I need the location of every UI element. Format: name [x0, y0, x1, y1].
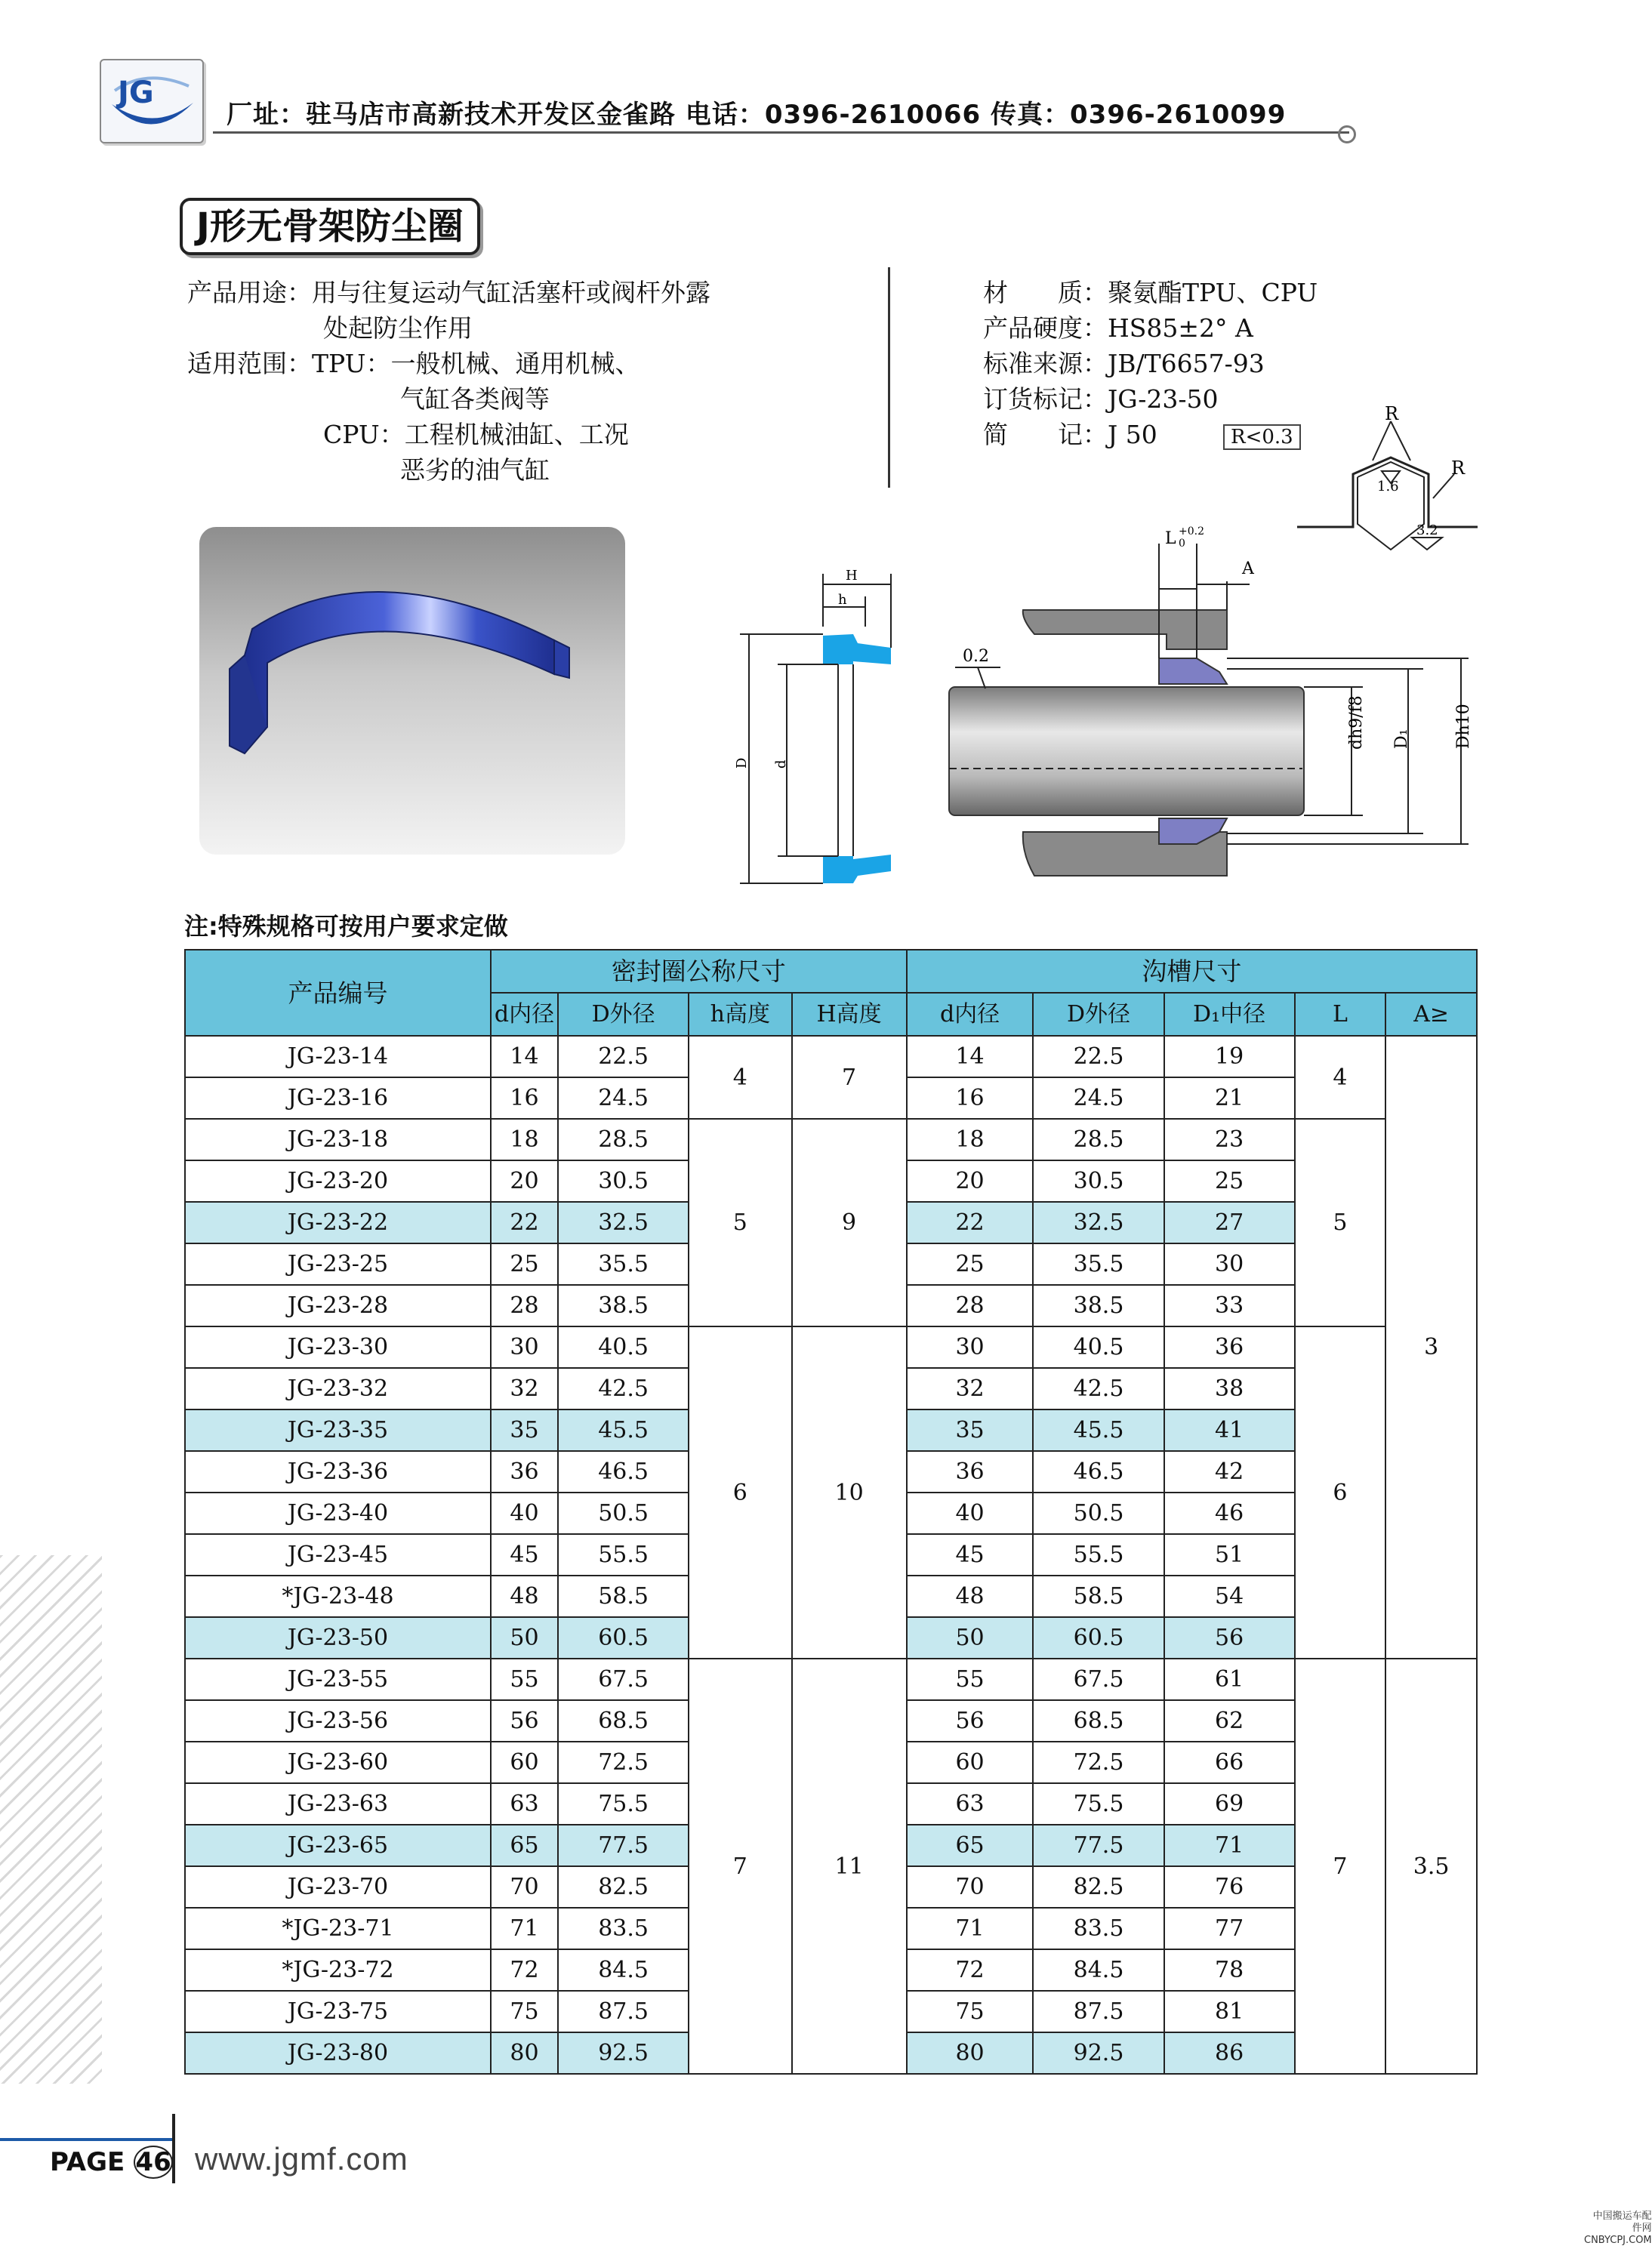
- corner-roughness-2: 3.2: [1416, 522, 1438, 538]
- section-H-label: H: [846, 568, 858, 584]
- chamfer-label: 0.2: [963, 647, 989, 666]
- groove-d-cell: 60: [907, 1742, 1034, 1783]
- product-code-cell: JG-23-22: [185, 1202, 491, 1243]
- height-h-cell: 6: [689, 1326, 791, 1659]
- product-code-cell: JG-23-70: [185, 1866, 491, 1908]
- product-code-cell: JG-23-56: [185, 1700, 491, 1742]
- groove-d-cell: 71: [907, 1908, 1034, 1949]
- product-code-cell: JG-23-75: [185, 1991, 491, 2032]
- groove-d-cell: 25: [907, 1243, 1034, 1285]
- tpu-line2: 气缸各类阀等: [400, 384, 550, 414]
- groove-D-cell: 92.5: [1033, 2032, 1163, 2074]
- short-row: [983, 417, 1157, 452]
- groove-D1-cell: 27: [1164, 1202, 1295, 1243]
- cpu-row: [323, 417, 629, 452]
- groove-d-cell: 14: [907, 1036, 1034, 1077]
- groove-d-cell: 28: [907, 1285, 1034, 1326]
- header-groove-A: A≥: [1385, 993, 1477, 1036]
- groove-D-cell: 38.5: [1033, 1285, 1163, 1326]
- inner-d-cell: 18: [491, 1119, 558, 1160]
- order-label: 订货标记：: [983, 384, 1108, 414]
- product-code-cell: JG-23-20: [185, 1160, 491, 1202]
- corner-watermark: [1584, 2210, 1652, 2247]
- inner-d-cell: 22: [491, 1202, 558, 1243]
- groove-D1-cell: 33: [1164, 1285, 1295, 1326]
- groove-D-cell: 72.5: [1033, 1742, 1163, 1783]
- product-code-cell: JG-23-40: [185, 1493, 491, 1534]
- product-code-cell: *JG-23-72: [185, 1949, 491, 1991]
- groove-L-tolerance-upper: +0.2: [1179, 525, 1204, 538]
- groove-D-cell: 68.5: [1033, 1700, 1163, 1742]
- groove-D-cell: 46.5: [1033, 1451, 1163, 1493]
- inner-d-cell: 40: [491, 1493, 558, 1534]
- groove-D-cell: 87.5: [1033, 1991, 1163, 2032]
- footer-accent-bar: [0, 2138, 175, 2141]
- cpu-label: CPU：: [323, 420, 405, 449]
- groove-D1-cell: 54: [1164, 1576, 1295, 1617]
- page-indicator: [50, 2146, 173, 2179]
- groove-D-cell: 77.5: [1033, 1825, 1163, 1866]
- column-divider: [888, 267, 890, 488]
- groove-d-cell: 48: [907, 1576, 1034, 1617]
- standard-row: [983, 346, 1265, 381]
- groove-D1-cell: 23: [1164, 1119, 1295, 1160]
- groove-A-cell: 3.5: [1385, 1659, 1477, 2074]
- inner-d-cell: 63: [491, 1783, 558, 1825]
- table-row: [185, 1119, 1477, 1160]
- groove-D1-cell: 76: [1164, 1866, 1295, 1908]
- outer-D-cell: 50.5: [558, 1493, 689, 1534]
- corner-watermark-line1: 中国搬运车配件网: [1592, 2210, 1652, 2234]
- groove-d-cell: 16: [907, 1077, 1034, 1119]
- groove-D1-cell: 42: [1164, 1451, 1295, 1493]
- groove-bore-label: Dh10: [1454, 704, 1473, 749]
- outer-D-cell: 77.5: [558, 1825, 689, 1866]
- outer-D-cell: 67.5: [558, 1659, 689, 1700]
- inner-d-cell: 16: [491, 1077, 558, 1119]
- header-groove-L: L: [1295, 993, 1386, 1036]
- groove-d-cell: 55: [907, 1659, 1034, 1700]
- spec-table: [184, 949, 1478, 2075]
- groove-D1-cell: 71: [1164, 1825, 1295, 1866]
- product-code-cell: JG-23-50: [185, 1617, 491, 1659]
- header-outer-D: D外径: [558, 993, 689, 1036]
- usage-line2: 处起防尘作用: [323, 313, 473, 343]
- page-title: J形无骨架防尘圈: [180, 198, 480, 255]
- height-h-cell: 7: [689, 1659, 791, 2074]
- page-number: 46: [134, 2146, 173, 2179]
- inner-d-cell: 72: [491, 1949, 558, 1991]
- groove-d-cell: 75: [907, 1991, 1034, 2032]
- groove-D1-cell: 19: [1164, 1036, 1295, 1077]
- groove-L-cell: 4: [1295, 1036, 1386, 1119]
- groove-D-cell: 58.5: [1033, 1576, 1163, 1617]
- outer-D-cell: 30.5: [558, 1160, 689, 1202]
- product-code-cell: JG-23-28: [185, 1285, 491, 1326]
- groove-D1-cell: 30: [1164, 1243, 1295, 1285]
- groove-D1-cell: 78: [1164, 1949, 1295, 1991]
- height-H-cell: 11: [792, 1659, 907, 2074]
- corner-r1-label: R: [1385, 403, 1399, 424]
- hardness-label: 产品硬度：: [983, 313, 1108, 343]
- groove-d-cell: 72: [907, 1949, 1034, 1991]
- groove-d-cell: 50: [907, 1617, 1034, 1659]
- radius-note-box: R<0.3: [1223, 424, 1301, 450]
- seal-section-drawing: [725, 559, 921, 891]
- groove-D1-cell: 86: [1164, 2032, 1295, 2074]
- groove-D-cell: 35.5: [1033, 1243, 1163, 1285]
- groove-D1-cell: 56: [1164, 1617, 1295, 1659]
- groove-L-cell: 6: [1295, 1326, 1386, 1659]
- header-groove-D1: D₁中径: [1164, 993, 1295, 1036]
- inner-d-cell: 30: [491, 1326, 558, 1368]
- outer-D-cell: 42.5: [558, 1368, 689, 1409]
- inner-d-cell: 80: [491, 2032, 558, 2074]
- header-groove-dimensions: 沟槽尺寸: [907, 950, 1477, 993]
- header-height-h: h高度: [689, 993, 791, 1036]
- inner-d-cell: 56: [491, 1700, 558, 1742]
- groove-D1-cell: 61: [1164, 1659, 1295, 1700]
- product-code-cell: JG-23-36: [185, 1451, 491, 1493]
- inner-d-cell: 75: [491, 1991, 558, 2032]
- groove-D1-cell: 25: [1164, 1160, 1295, 1202]
- groove-D1-cell: 77: [1164, 1908, 1295, 1949]
- groove-D-cell: 42.5: [1033, 1368, 1163, 1409]
- groove-D-cell: 45.5: [1033, 1409, 1163, 1451]
- inner-d-cell: 60: [491, 1742, 558, 1783]
- groove-d-cell: 40: [907, 1493, 1034, 1534]
- material-row: [983, 275, 1318, 310]
- groove-D-cell: 24.5: [1033, 1077, 1163, 1119]
- outer-D-cell: 35.5: [558, 1243, 689, 1285]
- product-code-cell: JG-23-63: [185, 1783, 491, 1825]
- groove-assembly-drawing: [940, 521, 1484, 932]
- outer-D-cell: 68.5: [558, 1700, 689, 1742]
- custom-spec-note: 注:特殊规格可按用户要求定做: [184, 912, 508, 941]
- product-code-cell: JG-23-16: [185, 1077, 491, 1119]
- cpu-line2: 恶劣的油气缸: [400, 455, 550, 485]
- groove-d-cell: 22: [907, 1202, 1034, 1243]
- groove-D-cell: 75.5: [1033, 1783, 1163, 1825]
- usage-row: [187, 275, 710, 310]
- outer-D-cell: 55.5: [558, 1534, 689, 1576]
- header-inner-d: d内径: [491, 993, 558, 1036]
- table-body: [185, 1036, 1477, 2074]
- product-code-cell: JG-23-25: [185, 1243, 491, 1285]
- groove-D1-cell: 38: [1164, 1368, 1295, 1409]
- outer-D-cell: 92.5: [558, 2032, 689, 2074]
- outer-D-cell: 40.5: [558, 1326, 689, 1368]
- groove-d-cell: 56: [907, 1700, 1034, 1742]
- scope-label: 适用范围：: [187, 349, 312, 378]
- contact-line: 厂址：驻马店市高新技术开发区金雀路 电话：0396-2610066 传真：0396-2610099: [227, 100, 1287, 130]
- table-row: [185, 1326, 1477, 1368]
- inner-d-cell: 71: [491, 1908, 558, 1949]
- section-h-label: h: [838, 592, 847, 608]
- groove-d-cell: 36: [907, 1451, 1034, 1493]
- short-value: J 50: [1108, 420, 1157, 449]
- inner-d-cell: 36: [491, 1451, 558, 1493]
- outer-D-cell: 82.5: [558, 1866, 689, 1908]
- inner-d-cell: 45: [491, 1534, 558, 1576]
- groove-L-label: L: [1165, 529, 1176, 548]
- header-product-code: 产品编号: [185, 950, 491, 1036]
- product-code-cell: *JG-23-71: [185, 1908, 491, 1949]
- groove-D-cell: 84.5: [1033, 1949, 1163, 1991]
- table-header: [185, 950, 1477, 1036]
- product-code-cell: JG-23-60: [185, 1742, 491, 1783]
- short-label: 简 记：: [983, 420, 1108, 449]
- hardness-row: [983, 310, 1253, 346]
- groove-D1-label: D₁: [1392, 729, 1411, 749]
- product-code-cell: *JG-23-48: [185, 1576, 491, 1617]
- outer-D-cell: 75.5: [558, 1783, 689, 1825]
- page-label: PAGE: [50, 2147, 125, 2177]
- section-D-label: D: [734, 757, 750, 769]
- height-h-cell: 4: [689, 1036, 791, 1119]
- hardness-value: HS85±2° A: [1108, 313, 1253, 343]
- product-code-cell: JG-23-18: [185, 1119, 491, 1160]
- header-seal-dimensions: 密封圈公称尺寸: [491, 950, 907, 993]
- groove-D-cell: 82.5: [1033, 1866, 1163, 1908]
- product-code-cell: JG-23-65: [185, 1825, 491, 1866]
- inner-d-cell: 20: [491, 1160, 558, 1202]
- usage-line1: 用与往复运动气缸活塞杆或阀杆外露: [312, 278, 710, 307]
- groove-D1-cell: 66: [1164, 1742, 1295, 1783]
- groove-D1-cell: 81: [1164, 1991, 1295, 2032]
- outer-D-cell: 46.5: [558, 1451, 689, 1493]
- outer-D-cell: 84.5: [558, 1949, 689, 1991]
- standard-label: 标准来源：: [983, 349, 1108, 378]
- logo-text: JG: [118, 75, 154, 110]
- material-label: 材 质：: [983, 278, 1108, 307]
- corner-r2-label: R: [1451, 458, 1466, 479]
- website-url[interactable]: www.jgmf.com: [195, 2141, 408, 2177]
- groove-L-cell: 5: [1295, 1119, 1386, 1326]
- header-ring-icon: [1338, 125, 1356, 143]
- groove-A-cell: 3: [1385, 1036, 1477, 1659]
- outer-D-cell: 72.5: [558, 1742, 689, 1783]
- inner-d-cell: 48: [491, 1576, 558, 1617]
- groove-D1-cell: 46: [1164, 1493, 1295, 1534]
- header-height-H: H高度: [792, 993, 907, 1036]
- header-divider: [213, 131, 1349, 134]
- product-code-cell: JG-23-32: [185, 1368, 491, 1409]
- radius-note: [1223, 417, 1301, 455]
- height-h-cell: 5: [689, 1119, 791, 1326]
- material-value: 聚氨酯TPU、CPU: [1108, 278, 1318, 307]
- inner-d-cell: 14: [491, 1036, 558, 1077]
- product-code-cell: JG-23-14: [185, 1036, 491, 1077]
- groove-d-cell: 80: [907, 2032, 1034, 2074]
- table-row: [185, 1036, 1477, 1077]
- seal-ring-image: [199, 527, 625, 855]
- inner-d-cell: 70: [491, 1866, 558, 1908]
- height-H-cell: 10: [792, 1326, 907, 1659]
- groove-d-cell: 30: [907, 1326, 1034, 1368]
- outer-D-cell: 22.5: [558, 1036, 689, 1077]
- groove-D-cell: 55.5: [1033, 1534, 1163, 1576]
- corner-watermark-line2: CNBYCPJ.COM: [1584, 2235, 1652, 2246]
- groove-d-cell: 63: [907, 1783, 1034, 1825]
- product-code-cell: JG-23-35: [185, 1409, 491, 1451]
- table-row: [185, 1659, 1477, 1700]
- outer-D-cell: 58.5: [558, 1576, 689, 1617]
- inner-d-cell: 50: [491, 1617, 558, 1659]
- groove-D1-cell: 51: [1164, 1534, 1295, 1576]
- product-code-cell: JG-23-30: [185, 1326, 491, 1368]
- decorative-stripes: [0, 1555, 102, 2084]
- tpu-line1: 一般机械、通用机械、: [390, 349, 640, 378]
- groove-d-cell: 65: [907, 1825, 1034, 1866]
- groove-D-cell: 28.5: [1033, 1119, 1163, 1160]
- groove-d-cell: 18: [907, 1119, 1034, 1160]
- inner-d-cell: 65: [491, 1825, 558, 1866]
- groove-D1-cell: 41: [1164, 1409, 1295, 1451]
- outer-D-cell: 83.5: [558, 1908, 689, 1949]
- corner-roughness-1: 1.6: [1377, 479, 1399, 494]
- scope-row: [187, 346, 640, 381]
- usage-label: 产品用途：: [187, 278, 312, 307]
- company-logo: [100, 59, 204, 143]
- height-H-cell: 9: [792, 1119, 907, 1326]
- outer-D-cell: 28.5: [558, 1119, 689, 1160]
- rod-fit-label: dh9/f8: [1347, 695, 1366, 750]
- outer-D-cell: 45.5: [558, 1409, 689, 1451]
- order-value: JG-23-50: [1108, 384, 1219, 414]
- outer-D-cell: 38.5: [558, 1285, 689, 1326]
- groove-D-cell: 50.5: [1033, 1493, 1163, 1534]
- groove-D-cell: 22.5: [1033, 1036, 1163, 1077]
- height-H-cell: 7: [792, 1036, 907, 1119]
- groove-L-cell: 7: [1295, 1659, 1386, 2074]
- product-code-cell: JG-23-80: [185, 2032, 491, 2074]
- inner-d-cell: 55: [491, 1659, 558, 1700]
- groove-D-cell: 30.5: [1033, 1160, 1163, 1202]
- groove-D1-cell: 36: [1164, 1326, 1295, 1368]
- groove-d-cell: 20: [907, 1160, 1034, 1202]
- groove-d-cell: 32: [907, 1368, 1034, 1409]
- cpu-line1: 工程机械油缸、工况: [404, 420, 629, 449]
- product-code-cell: JG-23-45: [185, 1534, 491, 1576]
- outer-D-cell: 87.5: [558, 1991, 689, 2032]
- header-groove-d: d内径: [907, 993, 1034, 1036]
- groove-d-cell: 70: [907, 1866, 1034, 1908]
- groove-D1-cell: 69: [1164, 1783, 1295, 1825]
- groove-D-cell: 83.5: [1033, 1908, 1163, 1949]
- groove-D-cell: 67.5: [1033, 1659, 1163, 1700]
- section-d-label: d: [773, 759, 789, 769]
- inner-d-cell: 32: [491, 1368, 558, 1409]
- inner-d-cell: 28: [491, 1285, 558, 1326]
- groove-D1-cell: 21: [1164, 1077, 1295, 1119]
- groove-L-tolerance-lower: 0: [1179, 538, 1185, 550]
- outer-D-cell: 60.5: [558, 1617, 689, 1659]
- tpu-label: TPU：: [312, 349, 391, 378]
- inner-d-cell: 25: [491, 1243, 558, 1285]
- groove-d-cell: 35: [907, 1409, 1034, 1451]
- standard-value: JB/T6657-93: [1108, 349, 1265, 378]
- groove-D-cell: 40.5: [1033, 1326, 1163, 1368]
- groove-d-cell: 45: [907, 1534, 1034, 1576]
- order-row: [983, 381, 1219, 417]
- groove-D-cell: 60.5: [1033, 1617, 1163, 1659]
- groove-D1-cell: 62: [1164, 1700, 1295, 1742]
- inner-d-cell: 35: [491, 1409, 558, 1451]
- groove-D-cell: 32.5: [1033, 1202, 1163, 1243]
- outer-D-cell: 32.5: [558, 1202, 689, 1243]
- product-photo: [199, 527, 625, 855]
- header-groove-D: D外径: [1033, 993, 1163, 1036]
- groove-A-label: A: [1242, 559, 1254, 578]
- outer-D-cell: 24.5: [558, 1077, 689, 1119]
- product-code-cell: JG-23-55: [185, 1659, 491, 1700]
